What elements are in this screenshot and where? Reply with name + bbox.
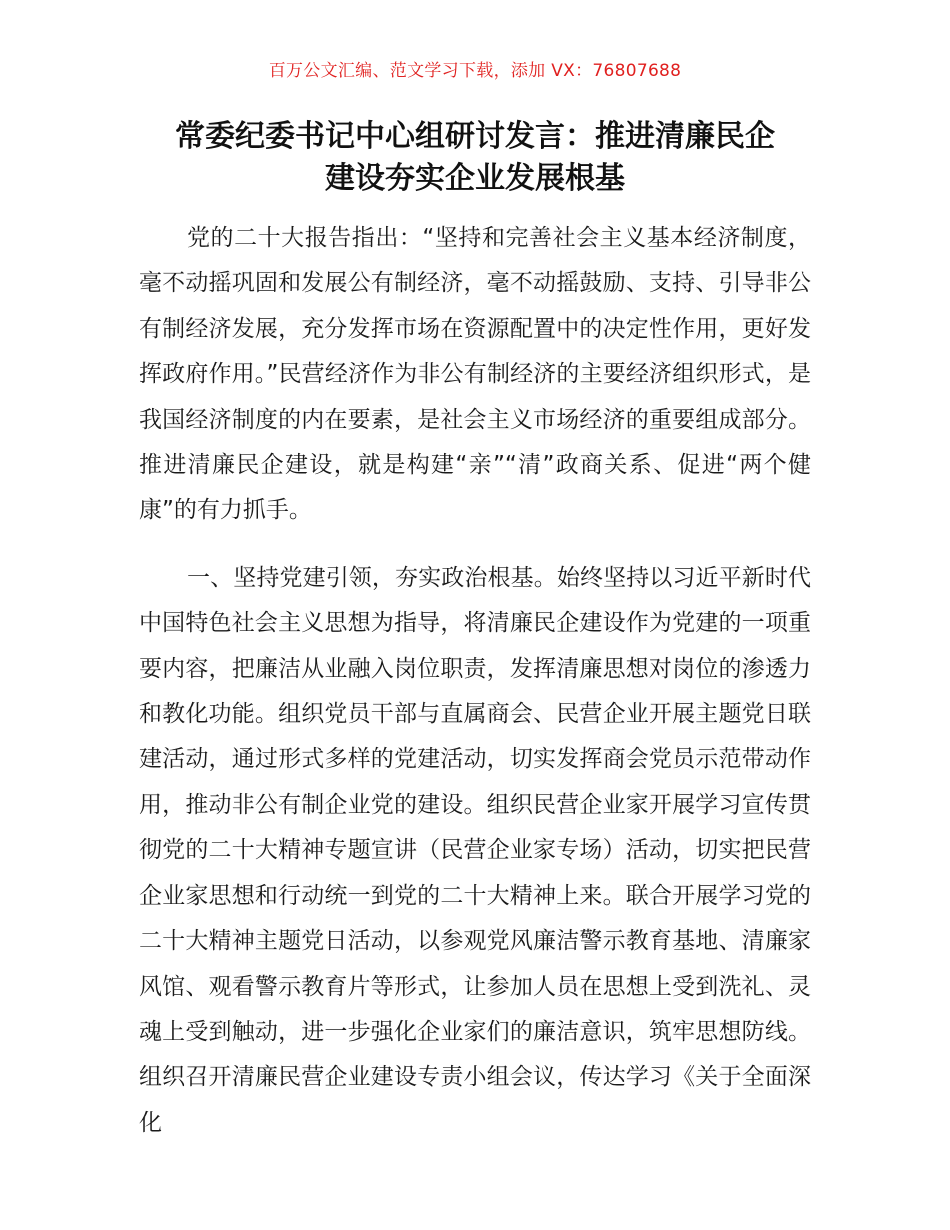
header-contact-note: 百万公文汇编、范文学习下载，添加 VX：76807688	[268, 61, 682, 81]
paragraph-intro: 党的二十大报告指出：“坚持和完善社会主义基本经济制度，毫不动摇巩固和发展公有制经济，毫不动摇鼓励、支持、引导非公有制经济发展，充分发挥市场在资源配置中的决定性作用，更好发挥政府作用。”民营经济作为非公有制经济的主要经济组织形式，是我国经济制度的内在要素，是社会主义市场经济的重要组成部分。推进清廉民企建设，就是构建“亲”“清”政商关系、促进“两个健康”的有力抓手。	[139, 225, 811, 524]
document-title	[120, 116, 830, 200]
title-line-1: 常委纪委书记中心组研讨发言：推进清廉民企	[175, 119, 775, 154]
title-line-2: 建设夯实企业发展根基	[325, 161, 625, 196]
document-body	[139, 216, 811, 1146]
paragraph-section-one: 一、坚持党建引领，夯实政治根基。始终坚持以习近平新时代中国特色社会主义思想为指导，将清廉民企建设作为党建的一项重要内容，把廉洁从业融入岗位职责，发挥清廉思想对岗位的渗透力和教化功能。组织党员干部与直属商会、民营企业开展主题党日联建活动，通过形式多样的党建活动，切实发挥商会党员示范带动作用，推动非公有制企业党的建设。组织民营企业家开展学习宣传贯彻党的二十大精神专题宣讲（民营企业家专场）活动，切实把民营企业家思想和行动统一到党的二十大精神上来。联合开展学习党的二十大精神主题党日活动，以参观党风廉洁警示教育基地、清廉家风馆、观看警示教育片等形式，让参加人员在思想上受到洗礼、灵魂上受到触动，进一步强化企业家们的廉洁意识，筑牢思想防线。组织召开清廉民营企业建设专责小组会议，传达学习《关于全面深化	[139, 564, 811, 1136]
